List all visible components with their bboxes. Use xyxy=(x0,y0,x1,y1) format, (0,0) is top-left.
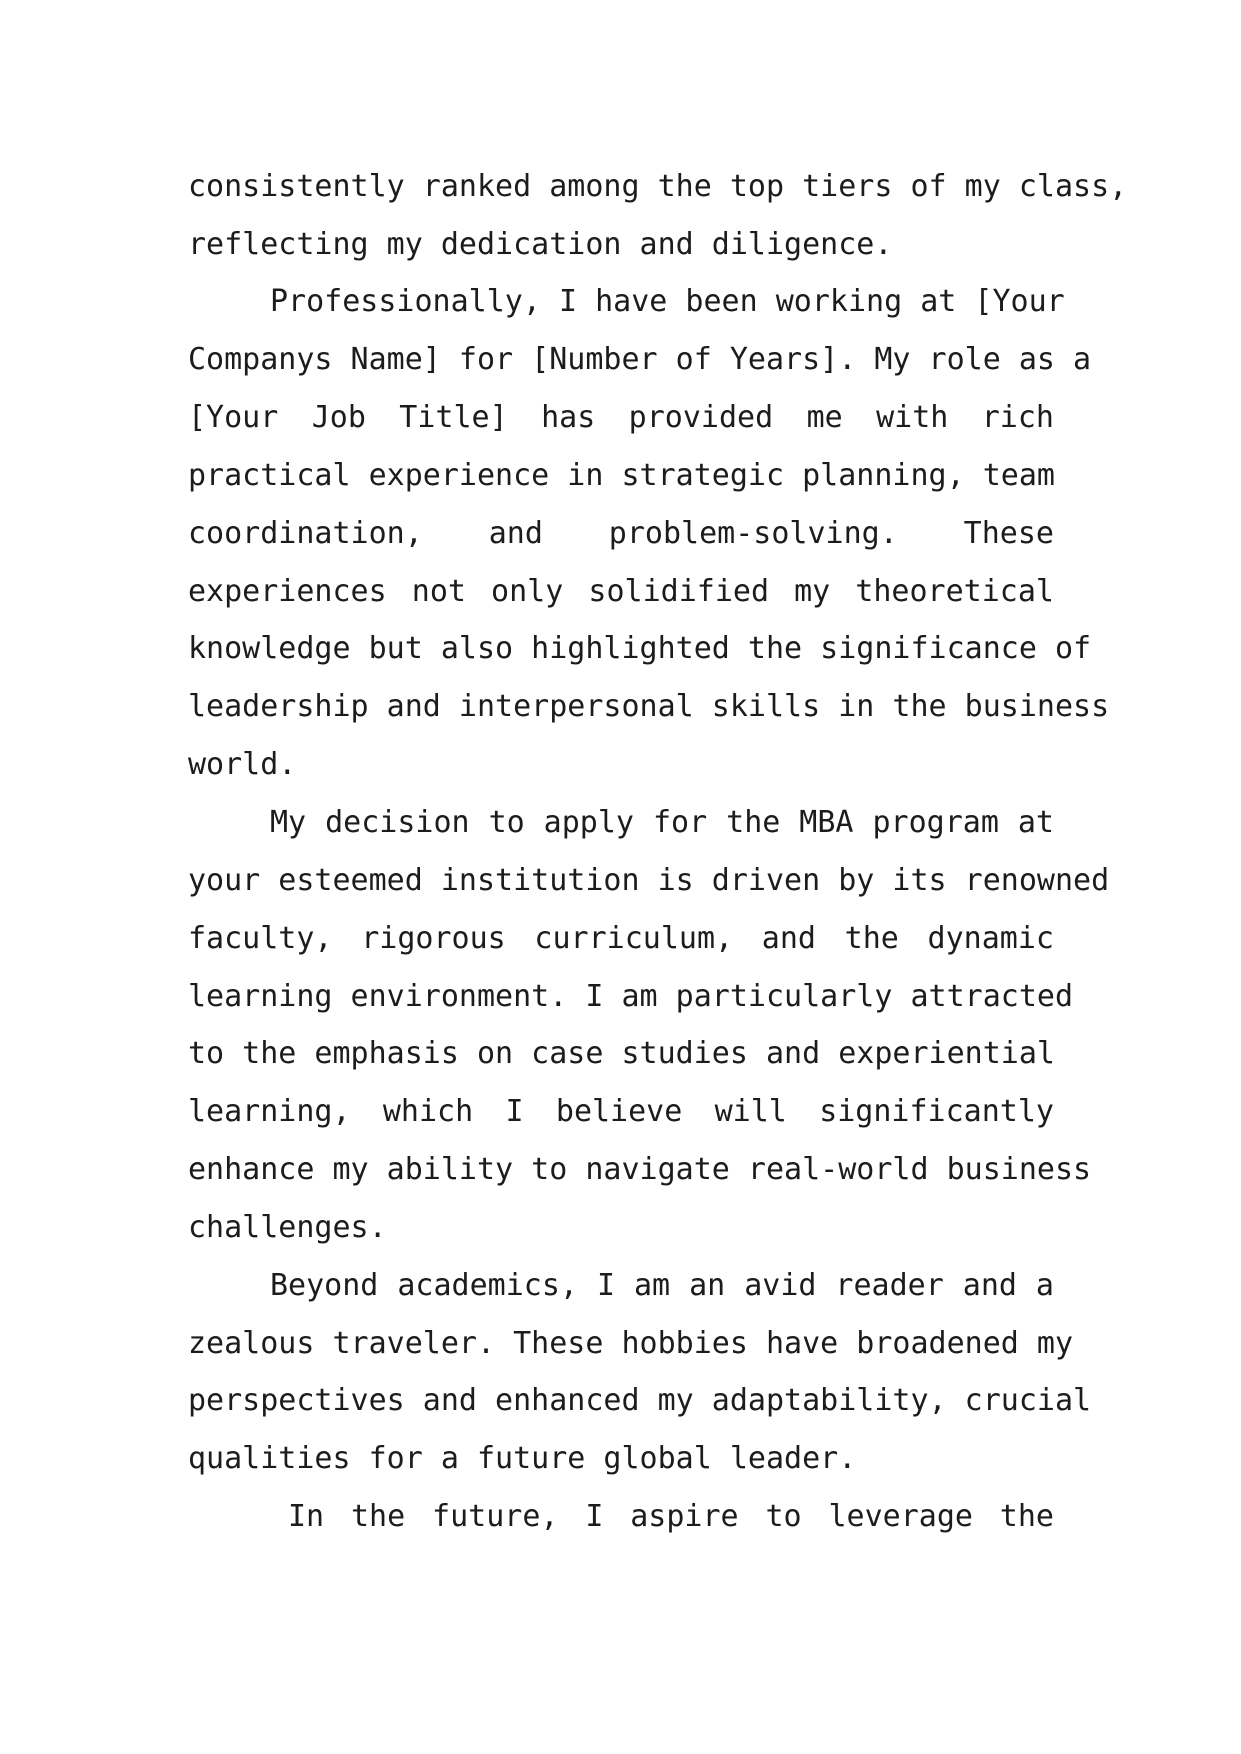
text-line: practical experience in strategic planning, team xyxy=(188,458,1055,493)
text-line: enhance my ability to navigate real-world business xyxy=(188,1152,1092,1187)
text-line: learning, which I believe will significantly xyxy=(188,1094,1054,1129)
text-line: experiences not only solidified my theoretical xyxy=(188,574,1054,609)
text-line: leadership and interpersonal skills in the business xyxy=(188,689,1110,724)
text-line: faculty, rigorous curriculum, and the dynamic xyxy=(188,921,1054,956)
text-line: knowledge but also highlighted the significance of xyxy=(188,631,1092,666)
text-line: perspectives and enhanced my adaptability, crucial xyxy=(188,1383,1092,1418)
text-line: learning environment. I am particularly attracted xyxy=(188,979,1074,1014)
text-line: consistently ranked among the top tiers of my class, xyxy=(188,169,1128,204)
text-line: Companys Name] for [Number of Years]. My role as a xyxy=(188,342,1092,377)
paragraph-start-line: My decision to apply for the MBA program at xyxy=(270,805,1054,840)
text-line: world. xyxy=(188,747,297,782)
text-line: zealous traveler. These hobbies have broadened my xyxy=(188,1326,1074,1361)
text-line: coordination, and problem-solving. These xyxy=(188,516,1054,551)
paragraph-start-line: Professionally, I have been working at [Your xyxy=(270,284,1065,319)
text-line: [Your Job Title] has provided me with rich xyxy=(188,400,1054,435)
text-line: reflecting my dedication and diligence. xyxy=(188,227,893,262)
text-line: your esteemed institution is driven by its renowned xyxy=(188,863,1110,898)
text-line: qualities for a future global leader. xyxy=(188,1441,857,1476)
text-line: to the emphasis on case studies and experiential xyxy=(188,1036,1055,1071)
paragraph-start-line: In the future, I aspire to leverage the xyxy=(288,1499,1054,1534)
text-line: challenges. xyxy=(188,1210,387,1245)
paragraph-start-line: Beyond academics, I am an avid reader and a xyxy=(270,1268,1054,1303)
